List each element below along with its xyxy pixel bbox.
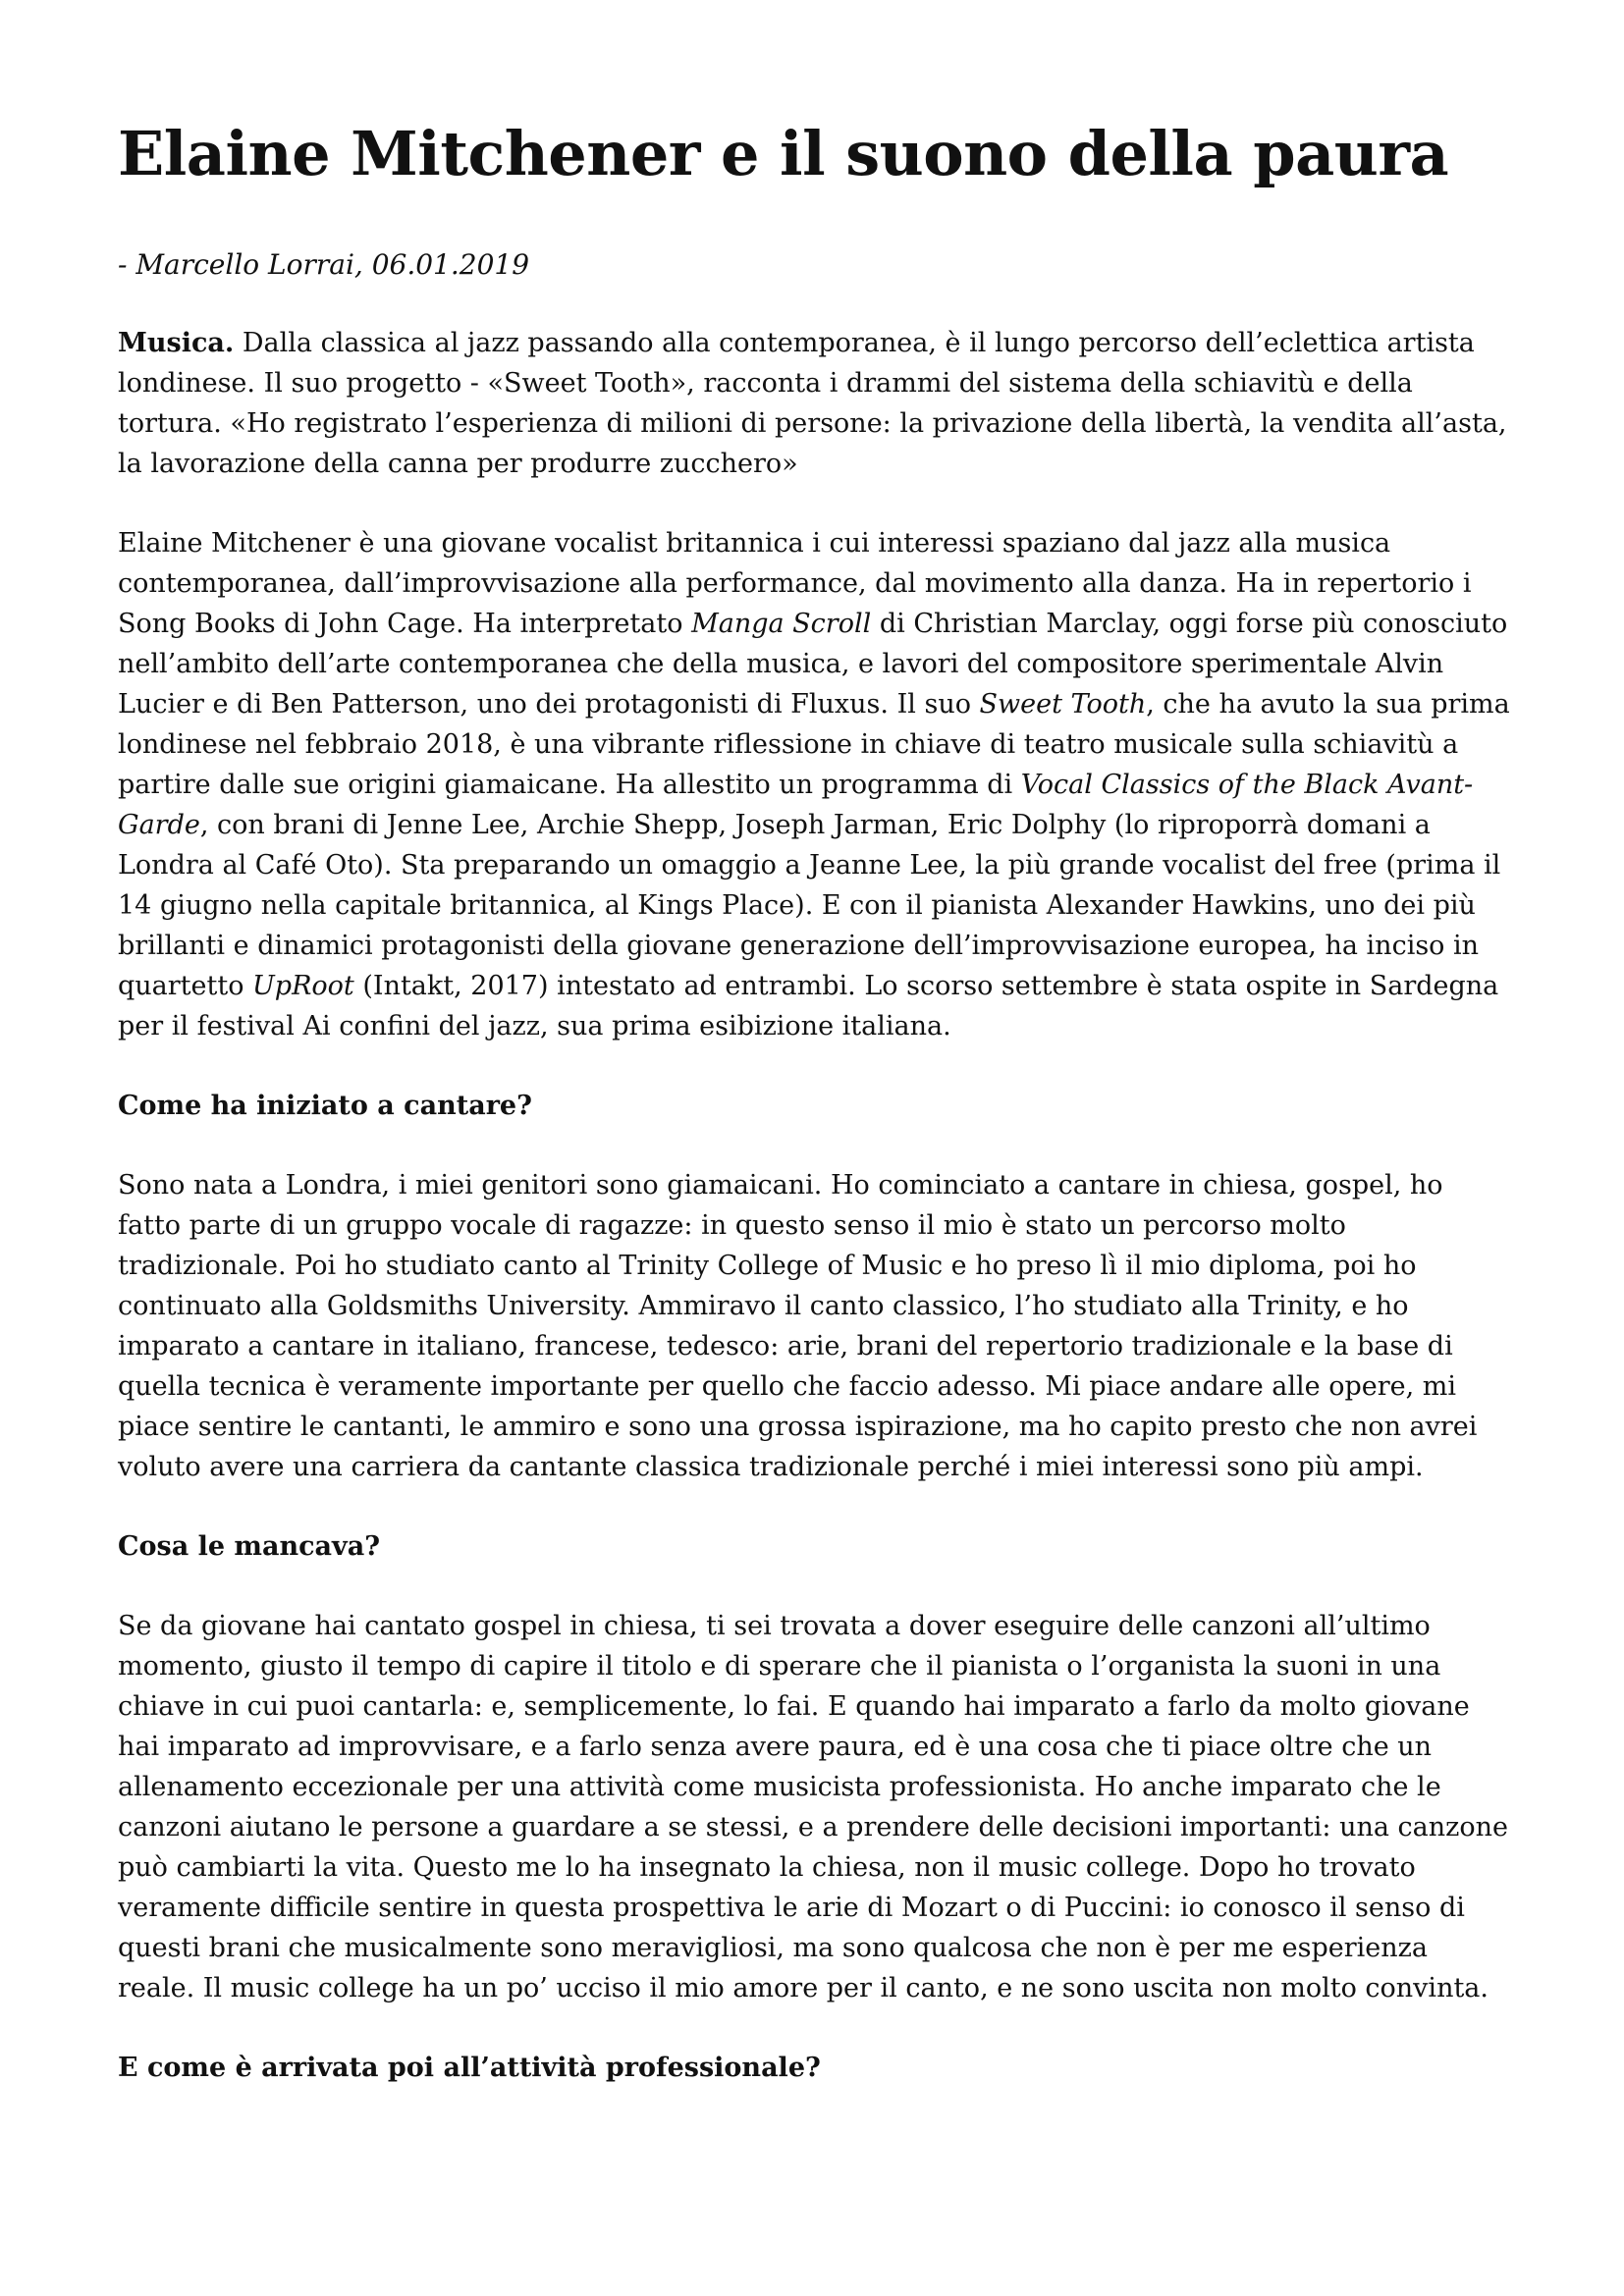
article-title: Elaine Mitchener e il suono della paura [118, 118, 1449, 189]
work-title-vocal-classics: Vocal Classics of the Black Avant-Garde [118, 769, 1474, 840]
intro-text-4: , con brani di Jenne Lee, Archie Shepp, Joseph Jarman, Eric Dolphy (lo riproporrà domani a Londra al Café Oto). Sta preparando un omaggio a Jeanne Lee, la più grande vocalist del free (prima il 14 giugno nella capitale britannica, al Kings Place). E con il pianista Alexander Hawkins, uno dei più brillanti e dinamici protagonisti della giovane generazione dell’improvvisazione europea, ha inciso in quartetto [118, 809, 1501, 1001]
intro-text-5: (Intakt, 2017) intestato ad entrambi. Lo scorso settembre è stata ospite in Sardegna per il festival Ai confini del jazz, sua prima esibizione italiana. [118, 970, 1499, 1041]
interview-answer-2: Se da giovane hai cantato gospel in chiesa, ti sei trovata a dover eseguire delle canzoni all’ultimo momento, giusto il tempo di capire il titolo e di sperare che il pianista o l’organista la suoni in una chiave in cui puoi cantarla: e, semplicemente, lo fai. E quando hai imparato a farlo da molto giovane hai imparato ad improvvisare, e a farlo senza avere paura, ed è una cosa che ti piace oltre che un allenamento eccezionale per una attività come musicista professionista. Ho anche imparato che le canzoni aiutano le persone a guardare a se stessi, e a prendere delle decisioni importanti: una canzone può cambiarti la vita. Questo me lo ha insegnato la chiesa, non il music college. Dopo ho trovato veramente difficile sentire in questa prospettiva le arie di Mozart o di Puccini: io conosco il senso di questi brani che musicalmente sono meravigliosi, ma sono qualcosa che non è per me esperienza reale. Il music college ha un po’ ucciso il mio amore per il canto, e ne sono uscita non molto convinta. [118, 1610, 1509, 2003]
intro-text-3: , che ha avuto la sua prima londinese nel febbraio 2018, è una vibrante riflessione in chiave di teatro musicale sulla schiavitù a partire dalle sue origini giamaicane. Ha allestito un programma di [118, 688, 1510, 800]
lead-text: Dalla classica al jazz passando alla contemporanea, è il lungo percorso dell’eclettica artista londinese. Il suo progetto - «Sweet Tooth», racconta i drammi del sistema della schiavitù e della tortura. «Ho registrato l’esperienza di milioni di persone: la privazione della libertà, la vendita all’asta, la lavorazione della canna per produrre zucchero» [118, 327, 1507, 479]
lead-paragraph [118, 323, 1512, 484]
interview-question-3: E come è arrivata poi all’attività professionale? [118, 2052, 821, 2083]
intro-paragraph [118, 523, 1512, 1046]
work-title-sweet-tooth: Sweet Tooth [979, 688, 1147, 720]
article-page [118, 118, 1512, 2088]
section-label: Musica. [118, 327, 235, 358]
interview-answer-1: Sono nata a Londra, i miei genitori sono giamaicani. Ho cominciato a cantare in chiesa, gospel, ho fatto parte di un gruppo vocale di ragazze: in questo senso il mio è stato un percorso molto tradizionale. Poi ho studiato canto al Trinity College of Music e ho preso lì il mio diploma, poi ho continuato alla Goldsmiths University. Ammiravo il canto classico, l’ho studiato alla Trinity, e ho imparato a cantare in italiano, francese, tedesco: arie, brani del repertorio tradizionale e la base di quella tecnica è veramente importante per quello che faccio adesso. Mi piace andare alle opere, mi piace sentire le cantanti, le ammiro e sono una grossa ispirazione, ma ho capito presto che non avrei voluto avere una carriera da cantante classica tradizionale perché i miei interessi sono più ampi. [118, 1169, 1478, 1482]
interview-question-1: Come ha iniziato a cantare? [118, 1090, 532, 1121]
intro-text-1: Elaine Mitchener è una giovane vocalist britannica i cui interessi spaziano dal jazz alla musica contemporanea, dall’improvvisazione alla performance, dal movimento alla danza. Ha in repertorio i Song Books di John Cage. Ha interpretato [118, 527, 1472, 639]
interview-question-2: Cosa le mancava? [118, 1530, 381, 1562]
article-byline: - Marcello Lorrai, 06.01.2019 [118, 248, 530, 282]
work-title-uproot: UpRoot [252, 970, 354, 1001]
work-title-manga-scroll: Manga Scroll [691, 608, 872, 639]
intro-text-2: di Christian Marclay, oggi forse più conosciuto nell’ambito dell’arte contemporanea che della musica, e lavori del compositore sperimentale Alvin Lucier e di Ben Patterson, uno dei protagonisti di Fluxus. Il suo [118, 608, 1508, 720]
